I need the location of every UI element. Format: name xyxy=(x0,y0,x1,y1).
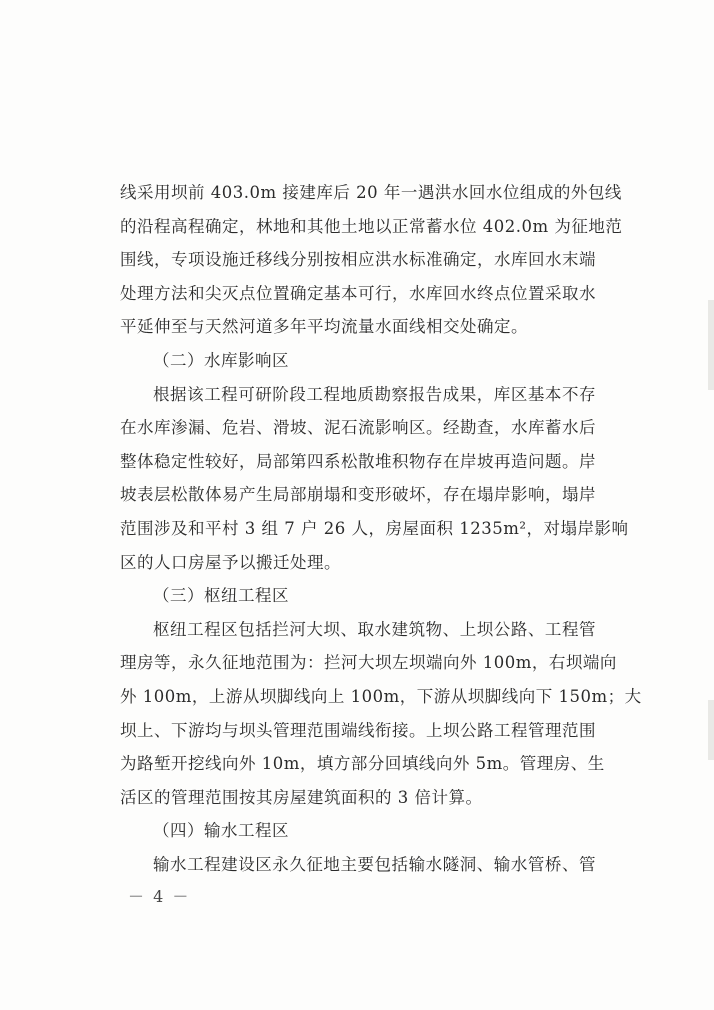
text-line: 为路堑开挖线向外 10m，填方部分回填线向外 5m。管理房、生 xyxy=(120,754,605,774)
text-line: 处理方法和尖灭点位置确定基本可行，水库回水终点位置采取水 xyxy=(120,283,596,303)
text-line: 理房等，永久征地范围为：拦河大坝左坝端向外 100m，右坝端向 xyxy=(120,653,617,673)
section-heading-hub-project: （三）枢纽工程区 xyxy=(153,586,289,606)
scan-edge-mark xyxy=(708,700,714,760)
text-line: 外 100m，上游从坝脚线向上 100m，下游从坝脚线向下 150m；大 xyxy=(120,686,642,706)
text-line: 平延伸至与天然河道多年平均流量水面线相交处确定。 xyxy=(120,317,528,337)
text-line: 根据该工程可研阶段工程地质勘察报告成果，库区基本不存 xyxy=(153,384,596,404)
text-line: 围线，专项设施迁移线分别按相应洪水标准确定，水库回水末端 xyxy=(120,250,596,270)
section-heading-water-conveyance: （四）输水工程区 xyxy=(153,821,289,841)
text-line: 整体稳定性较好，局部第四系松散堆积物存在岸坡再造问题。岸 xyxy=(120,451,596,471)
text-line: 活区的管理范围按其房屋建筑面积的 3 倍计算。 xyxy=(120,787,483,807)
section-heading-reservoir-impact: （二）水库影响区 xyxy=(153,350,289,370)
text-line: 线采用坝前 403.0m 接建库后 20 年一遇洪水回水位组成的外包线 xyxy=(120,183,622,202)
text-line: 的沿程高程确定，林地和其他土地以正常蓄水位 402.0m 为征地范 xyxy=(120,216,623,236)
text-line: 坝上、下游均与坝头管理范围端线衔接。上坝公路工程管理范围 xyxy=(120,720,596,740)
text-line: 枢纽工程区包括拦河大坝、取水建筑物、上坝公路、工程管 xyxy=(153,619,596,639)
text-line: 区的人口房屋予以搬迁处理。 xyxy=(120,552,341,572)
text-line: 在水库渗漏、危岩、滑坡、泥石流影响区。经勘查，水库蓄水后 xyxy=(120,418,596,438)
page-number: － 4 － xyxy=(128,887,191,906)
text-line: 输水工程建设区永久征地主要包括输水隧洞、输水管桥、管 xyxy=(153,854,596,874)
scan-edge-mark xyxy=(708,300,714,390)
text-line: 范围涉及和平村 3 组 7 户 26 人，房屋面积 1235m²，对塌岸影响 xyxy=(120,518,629,538)
body-text xyxy=(120,176,642,881)
text-line: 坡表层松散体易产生局部崩塌和变形破坏，存在塌岸影响，塌岸 xyxy=(120,485,596,505)
